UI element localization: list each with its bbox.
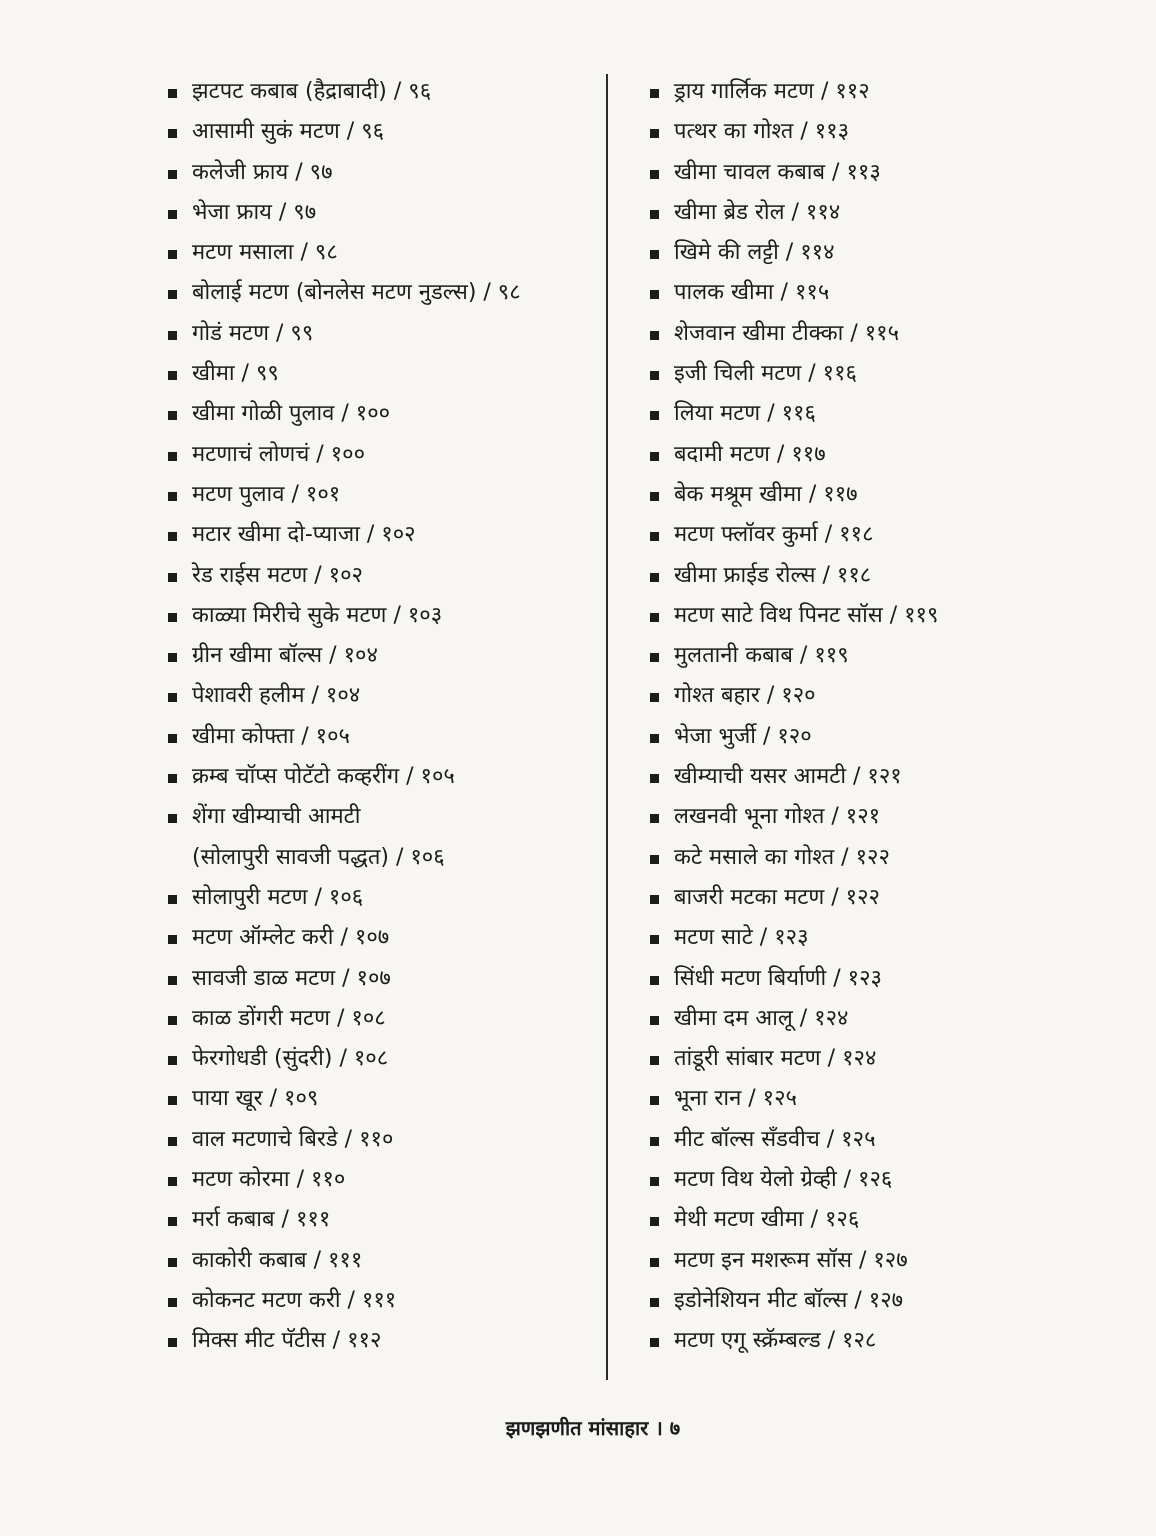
toc-entry-text: कलेजी फ्राय / ९७ xyxy=(192,159,333,185)
toc-entry xyxy=(650,959,1120,999)
square-bullet-icon xyxy=(650,895,659,904)
square-bullet-icon xyxy=(650,1096,659,1105)
toc-entry xyxy=(650,918,1120,958)
toc-entry-text: पालक खीमा / ११५ xyxy=(674,280,830,306)
square-bullet-icon xyxy=(650,1217,659,1226)
toc-entry-text: रेड राईस मटण / १०२ xyxy=(192,562,363,588)
square-bullet-icon xyxy=(650,855,659,864)
toc-entry xyxy=(168,233,598,273)
toc-entry xyxy=(650,394,1120,434)
square-bullet-icon xyxy=(650,210,659,219)
square-bullet-icon xyxy=(168,452,177,461)
toc-entry xyxy=(168,757,598,797)
toc-entry-text: मटण ऑम्लेट करी / १०७ xyxy=(192,925,390,951)
square-bullet-icon xyxy=(168,734,177,743)
toc-entry xyxy=(168,1281,598,1321)
toc-entry-text: खीमा फ्राईड रोल्स / ११८ xyxy=(674,562,872,588)
square-bullet-icon xyxy=(650,411,659,420)
toc-entry-text: बोलाई मटण (बोनलेस मटण नुडल्स) / ९८ xyxy=(192,280,521,306)
toc-entry xyxy=(168,1079,598,1119)
toc-entry xyxy=(650,1241,1120,1281)
square-bullet-icon xyxy=(168,210,177,219)
toc-entry-text: काळ्या मिरीचे सुके मटण / १०३ xyxy=(192,602,443,628)
toc-entry xyxy=(168,314,598,354)
square-bullet-icon xyxy=(168,1298,177,1307)
toc-entry-text: मटणाचं लोणचं / १०० xyxy=(192,441,366,467)
toc-left-column xyxy=(168,72,598,1362)
toc-entry-text: मटण साटे / १२३ xyxy=(674,925,809,951)
toc-entry-text: फेरगोधडी (सुंदरी) / १०८ xyxy=(192,1046,389,1072)
square-bullet-icon xyxy=(168,1016,177,1025)
toc-entry-text: काकोरी कबाब / १११ xyxy=(192,1247,363,1273)
square-bullet-icon xyxy=(650,492,659,501)
square-bullet-icon xyxy=(650,290,659,299)
square-bullet-icon xyxy=(650,1177,659,1186)
square-bullet-icon xyxy=(650,613,659,622)
toc-entry xyxy=(650,1200,1120,1240)
toc-entry-text: इजी चिली मटण / ११६ xyxy=(674,361,857,387)
square-bullet-icon xyxy=(168,129,177,138)
square-bullet-icon xyxy=(650,976,659,985)
square-bullet-icon xyxy=(650,1016,659,1025)
toc-entry-text: खीमा कोफ्ता / १०५ xyxy=(192,723,350,749)
toc-entry-text: लिया मटण / ११६ xyxy=(674,401,816,427)
square-bullet-icon xyxy=(168,935,177,944)
toc-entry-text: क्रम्ब चॉप्स पोटॅटो कव्हरींग / १०५ xyxy=(192,764,455,790)
toc-entry xyxy=(650,1039,1120,1079)
toc-entry xyxy=(650,797,1120,837)
toc-entry-text: पाया खूर / १०९ xyxy=(192,1086,319,1112)
square-bullet-icon xyxy=(168,693,177,702)
square-bullet-icon xyxy=(650,653,659,662)
square-bullet-icon xyxy=(650,452,659,461)
toc-entry-text: मटण मसाला / ९८ xyxy=(192,240,338,266)
toc-entry xyxy=(650,354,1120,394)
square-bullet-icon xyxy=(168,1137,177,1146)
toc-entry xyxy=(168,959,598,999)
square-bullet-icon xyxy=(168,1217,177,1226)
toc-entry xyxy=(650,1120,1120,1160)
square-bullet-icon xyxy=(168,331,177,340)
square-bullet-icon xyxy=(168,1338,177,1347)
toc-entry xyxy=(650,475,1120,515)
square-bullet-icon xyxy=(650,1056,659,1065)
toc-entry xyxy=(650,596,1120,636)
square-bullet-icon xyxy=(650,371,659,380)
toc-entry-text: मिक्स मीट पॅटीस / ११२ xyxy=(192,1328,382,1354)
square-bullet-icon xyxy=(168,1258,177,1267)
square-bullet-icon xyxy=(168,411,177,420)
toc-entry xyxy=(650,878,1120,918)
toc-entry xyxy=(650,273,1120,313)
toc-entry-text: ग्रीन खीमा बॉल्स / १०४ xyxy=(192,643,378,669)
toc-entry xyxy=(650,153,1120,193)
toc-entry-text: मुलतानी कबाब / ११९ xyxy=(674,643,849,669)
square-bullet-icon xyxy=(650,573,659,582)
toc-entry xyxy=(168,1160,598,1200)
toc-entry xyxy=(168,153,598,193)
toc-entry-text: वाल मटणाचे बिरडे / ११० xyxy=(192,1126,394,1152)
toc-entry-text: पेशावरी हलीम / १०४ xyxy=(192,683,361,709)
square-bullet-icon xyxy=(650,693,659,702)
square-bullet-icon xyxy=(168,573,177,582)
square-bullet-icon xyxy=(168,532,177,541)
toc-entry-text: खीमा चावल कबाब / ११३ xyxy=(674,159,881,185)
toc-entry xyxy=(168,354,598,394)
page-footer: झणझणीत मांसाहार । ७ xyxy=(505,1416,681,1440)
toc-entry xyxy=(168,193,598,233)
square-bullet-icon xyxy=(650,734,659,743)
toc-entry-text: काळ डोंगरी मटण / १०८ xyxy=(192,1005,386,1031)
toc-entry xyxy=(168,556,598,596)
toc-entry-text: मेथी मटण खीमा / १२६ xyxy=(674,1207,860,1233)
toc-right-column xyxy=(650,72,1120,1362)
toc-entry xyxy=(650,999,1120,1039)
square-bullet-icon xyxy=(650,331,659,340)
square-bullet-icon xyxy=(168,89,177,98)
toc-entry-text: खिमे की लट्टी / ११४ xyxy=(674,240,835,266)
square-bullet-icon xyxy=(650,170,659,179)
toc-entry-text: पत्थर का गोश्त / ११३ xyxy=(674,119,850,145)
toc-entry xyxy=(650,717,1120,757)
toc-entry xyxy=(650,757,1120,797)
toc-entry-text: मटण विथ येलो ग्रेव्ही / १२६ xyxy=(674,1167,893,1193)
toc-entry xyxy=(650,676,1120,716)
toc-entry xyxy=(650,838,1120,878)
square-bullet-icon xyxy=(650,129,659,138)
toc-entry xyxy=(650,1321,1120,1361)
square-bullet-icon xyxy=(168,492,177,501)
toc-entry-text: कोकनट मटण करी / १११ xyxy=(192,1287,397,1313)
toc-entry-text: लखनवी भूना गोश्त / १२१ xyxy=(674,804,881,830)
square-bullet-icon xyxy=(168,814,177,823)
square-bullet-icon xyxy=(650,814,659,823)
square-bullet-icon xyxy=(650,250,659,259)
square-bullet-icon xyxy=(650,774,659,783)
toc-entry xyxy=(650,72,1120,112)
toc-entry xyxy=(650,636,1120,676)
toc-entry xyxy=(168,273,598,313)
toc-entry xyxy=(168,1321,598,1361)
square-bullet-icon xyxy=(168,976,177,985)
toc-entry xyxy=(168,1241,598,1281)
toc-entry xyxy=(168,394,598,434)
toc-entry xyxy=(168,676,598,716)
toc-entry-text: बदामी मटण / ११७ xyxy=(674,441,826,467)
toc-entry-text: खीमा गोळी पुलाव / १०० xyxy=(192,401,391,427)
toc-entry-text: सिंधी मटण बिर्याणी / १२३ xyxy=(674,965,882,991)
square-bullet-icon xyxy=(168,170,177,179)
toc-entry xyxy=(168,918,598,958)
toc-entry-text: खीमा ब्रेड रोल / ११४ xyxy=(674,199,841,225)
square-bullet-icon xyxy=(168,371,177,380)
toc-entry-text: मटण कोरमा / ११० xyxy=(192,1167,346,1193)
toc-entry-text: मर्रा कबाब / १११ xyxy=(192,1207,331,1233)
toc-entry xyxy=(168,797,598,878)
toc-entry-text: मटण फ्लॉवर कुर्मा / ११८ xyxy=(674,522,874,548)
toc-entry xyxy=(168,878,598,918)
toc-entry xyxy=(650,233,1120,273)
toc-entry-text: मीट बॉल्स सँडवीच / १२५ xyxy=(674,1126,876,1152)
toc-entry xyxy=(650,314,1120,354)
square-bullet-icon xyxy=(168,774,177,783)
square-bullet-icon xyxy=(168,250,177,259)
toc-entry-text: ड्राय गार्लिक मटण / ११२ xyxy=(674,79,870,104)
toc-entry-text: कटे मसाले का गोश्त / १२२ xyxy=(674,844,890,870)
square-bullet-icon xyxy=(168,653,177,662)
toc-entry-text: इडोनेशियन मीट बॉल्स / १२७ xyxy=(674,1287,904,1313)
toc-entry-text: मटण एगू स्क्रॅम्बल्ड / १२८ xyxy=(674,1328,877,1354)
toc-entry xyxy=(650,556,1120,596)
toc-entry-text: खीम्याची यसर आमटी / १२१ xyxy=(674,764,902,790)
toc-entry-text: तांडूरी सांबार मटण / १२४ xyxy=(674,1046,877,1072)
toc-entry xyxy=(168,1200,598,1240)
toc-entry-text: भेजा भुर्जी / १२० xyxy=(674,723,812,749)
square-bullet-icon xyxy=(650,1137,659,1146)
toc-entry-text: भेजा फ्राय / ९७ xyxy=(192,199,317,225)
square-bullet-icon xyxy=(650,1338,659,1347)
square-bullet-icon xyxy=(168,1096,177,1105)
toc-entry xyxy=(650,193,1120,233)
square-bullet-icon xyxy=(650,935,659,944)
toc-entry xyxy=(168,1039,598,1079)
toc-entry xyxy=(650,435,1120,475)
toc-entry xyxy=(650,1079,1120,1119)
square-bullet-icon xyxy=(168,613,177,622)
square-bullet-icon xyxy=(168,895,177,904)
square-bullet-icon xyxy=(168,1177,177,1186)
toc-entry xyxy=(168,72,598,112)
toc-entry-text: खीमा / ९९ xyxy=(192,361,279,387)
toc-entry xyxy=(168,717,598,757)
toc-entry-text: भूना रान / १२५ xyxy=(674,1086,797,1112)
toc-entry-text: गोश्त बहार / १२० xyxy=(674,683,816,709)
square-bullet-icon xyxy=(650,532,659,541)
toc-entry xyxy=(650,1160,1120,1200)
toc-entry xyxy=(650,515,1120,555)
square-bullet-icon xyxy=(168,1056,177,1065)
toc-entry-text: शेजवान खीमा टीक्का / ११५ xyxy=(674,320,900,346)
square-bullet-icon xyxy=(650,89,659,98)
toc-entry xyxy=(650,1281,1120,1321)
toc-entry xyxy=(168,435,598,475)
toc-entry-text: सोलापुरी मटण / १०६ xyxy=(192,884,364,910)
toc-entry-text: खीमा दम आलू / १२४ xyxy=(674,1005,849,1031)
toc-entry-text: मटण साटे विथ पिनट सॉस / ११९ xyxy=(674,602,939,628)
toc-entry-text: मटार खीमा दो-प्याजा / १०२ xyxy=(192,522,416,548)
square-bullet-icon xyxy=(650,1298,659,1307)
toc-entry-text: मटण इन मशरूम सॉस / १२७ xyxy=(674,1247,908,1273)
toc-entry-text: मटण पुलाव / १०१ xyxy=(192,481,341,507)
toc-entry xyxy=(168,515,598,555)
toc-entry-text: सावजी डाळ मटण / १०७ xyxy=(192,965,391,991)
toc-entry xyxy=(168,1120,598,1160)
toc-entry xyxy=(168,999,598,1039)
toc-entry xyxy=(168,475,598,515)
toc-entry-text: आसामी सुकं मटण / ९६ xyxy=(192,119,385,145)
toc-entry xyxy=(650,112,1120,152)
toc-entry xyxy=(168,112,598,152)
square-bullet-icon xyxy=(168,290,177,299)
toc-entry-text: बाजरी मटका मटण / १२२ xyxy=(674,884,880,910)
toc-entry-text: शेंगा खीम्याची आमटी (सोलापुरी सावजी पद्धत) / १०६ xyxy=(192,804,445,870)
toc-entry xyxy=(168,636,598,676)
toc-entry-text: बेक मश्रूम खीमा / ११७ xyxy=(674,481,858,507)
column-divider xyxy=(606,74,608,1380)
square-bullet-icon xyxy=(650,1258,659,1267)
toc-entry xyxy=(168,596,598,636)
toc-entry-text: गोडं मटण / ९९ xyxy=(192,320,314,346)
toc-entry-text: झटपट कबाब (हैद्राबादी) / ९६ xyxy=(192,79,432,104)
